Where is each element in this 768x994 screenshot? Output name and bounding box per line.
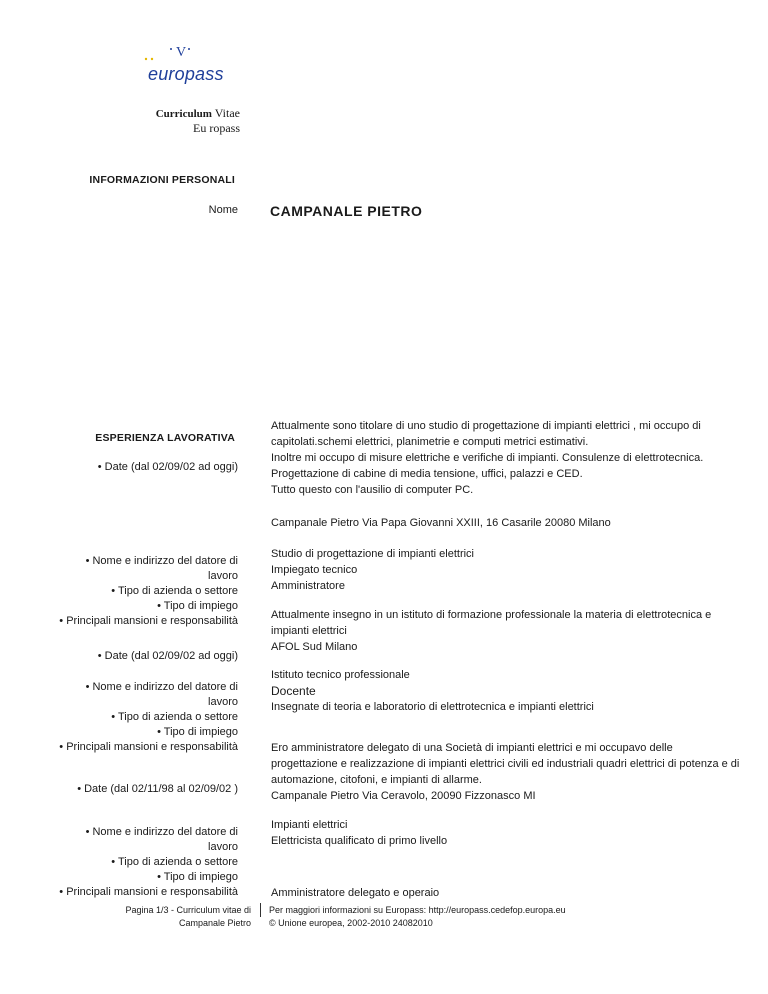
name-label: Nome [208, 204, 238, 216]
europass-star-logo [138, 44, 248, 62]
entry3-intro [271, 740, 741, 804]
job-label: • Tipo di impiego [157, 871, 238, 883]
entry3-line: Impianti elettrici [271, 819, 348, 831]
entry1-date-label: • Date (dal 02/09/02 ad oggi) [97, 461, 238, 473]
footer-divider [260, 903, 261, 917]
work-experience-heading: ESPERIENZA LAVORATIVA [95, 432, 235, 444]
footer-info [269, 904, 566, 930]
entry1-line: Amministratore [271, 580, 345, 592]
cv-title [100, 106, 240, 135]
entry2-intro-line: impianti elettrici [271, 625, 347, 637]
intro-line: capitolati.schemi elettrici, planimetrie e computi metrici estimativi. [271, 436, 589, 448]
footer-page-line2: Campanale Pietro [178, 918, 251, 928]
europass-logo-text: europass [148, 64, 224, 84]
intro-line: Progettazione di cabine di media tensione, uffici, palazzi e CED. [271, 468, 583, 480]
footer-page-line1: Pagina 1/3 - Curriculum vitae di [125, 905, 251, 915]
svg-text:V: V [176, 45, 187, 60]
employer-label-a: • Nome e indirizzo del datore di [85, 826, 238, 838]
duties-label: • Principali mansioni e responsabilità [59, 741, 238, 753]
personal-info-heading: INFORMAZIONI PERSONALI [89, 174, 235, 186]
address-line: Campanale Pietro Via Papa Giovanni XXIII, 16 Casarile 20080 Milano [271, 517, 611, 529]
footer-europass-link[interactable]: Per maggiori informazioni su Europass: http://europass.cedefop.europa.eu [269, 905, 566, 915]
entry1-employer-label [0, 554, 238, 629]
duties-label: • Principali mansioni e responsabilità [59, 615, 238, 627]
employer-label-b: lavoro [208, 696, 238, 708]
entry1-values [271, 546, 741, 594]
entry2-intro [271, 607, 741, 655]
entry2-sector: Istituto tecnico professionale [271, 669, 410, 681]
entry1-line: Impiegato tecnico [271, 564, 358, 576]
cv-title-word2: Vitae [214, 106, 240, 120]
sector-label: • Tipo di azienda o settore [111, 585, 238, 597]
cv-title-word1: Curriculum [155, 108, 212, 120]
footer-copyright: © Unione europea, 2002-2010 24082010 [269, 918, 433, 928]
intro-line: Inoltre mi occupo di misure elettriche e verifiche di impianti. Consulenze di elettrotecnica. [271, 452, 704, 464]
job-label: • Tipo di impiego [157, 726, 238, 738]
employer-label-b: lavoro [208, 841, 238, 853]
duties-label: • Principali mansioni e responsabilità [59, 886, 238, 898]
entry3-intro-line: Campanale Pietro Via Ceravolo, 20090 Fizzonasco MI [271, 790, 536, 802]
name-value: CAMPANALE PIETRO [270, 203, 423, 219]
employer-label-b: lavoro [208, 570, 238, 582]
entry2-intro-line: AFOL Sud Milano [271, 641, 358, 653]
entry2-date-label: • Date (dal 02/09/02 ad oggi) [97, 650, 238, 662]
entry3-intro-line: progettazione e realizzazione di impianti elettrici civili ed industriali quadri elettrici di potenza e di [271, 758, 740, 770]
employer-label-a: • Nome e indirizzo del datore di [85, 555, 238, 567]
entry3-labels [0, 825, 238, 900]
sector-label: • Tipo di azienda o settore [111, 856, 238, 868]
entry2-duties: Insegnate di teoria e laboratorio di elettrotecnica e impianti elettrici [271, 701, 594, 713]
entry3-intro-line: Ero amministratore delegato di una Società di impianti elettrici e mi occupavo delle [271, 742, 673, 754]
entry3-values [271, 817, 741, 849]
job-label: • Tipo di impiego [157, 600, 238, 612]
footer-page-info [100, 904, 251, 930]
sector-label: • Tipo di azienda o settore [111, 711, 238, 723]
entry3-line: Elettricista qualificato di primo livello [271, 835, 448, 847]
entry1-line: Studio di progettazione di impianti elettrici [271, 548, 475, 560]
experience-intro [271, 418, 741, 498]
entry2-values [271, 667, 741, 715]
entry3-intro-line: automazione, citofoni, e impianti di allarme. [271, 774, 482, 786]
entry3-duties: Amministratore delegato e operaio [271, 887, 440, 899]
cv-title-line2: Eu ropass [193, 121, 240, 135]
intro-line: Attualmente sono titolare di uno studio di progettazione di impianti elettrici , mi occupo di [271, 420, 701, 432]
entry2-intro-line: Attualmente insegno in un istituto di formazione professionale la materia di elettrotecnica e [271, 609, 712, 621]
entry2-labels [0, 680, 238, 755]
entry3-date-label: • Date (dal 02/11/98 al 02/09/02 ) [77, 783, 238, 795]
intro-line: Tutto questo con l'ausilio di computer PC. [271, 484, 474, 496]
employer-label-a: • Nome e indirizzo del datore di [85, 681, 238, 693]
entry2-job: Docente [271, 684, 316, 698]
